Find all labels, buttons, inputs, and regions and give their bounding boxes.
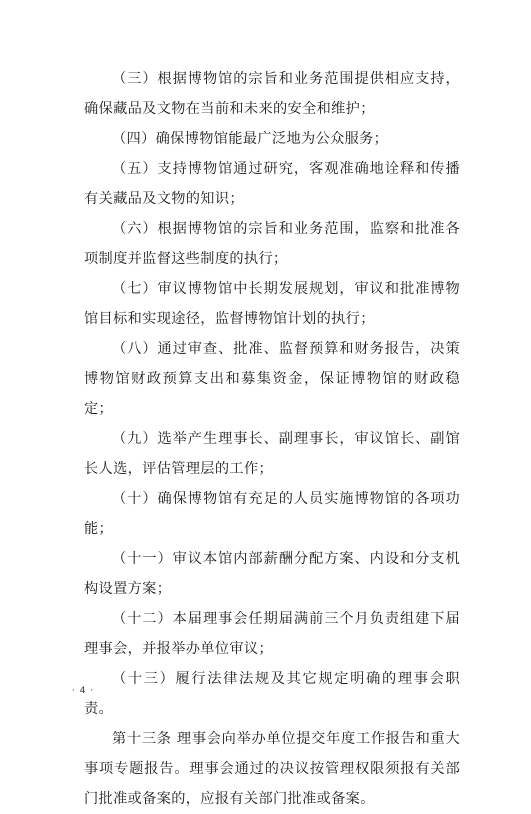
paragraph-item-11: （十一）审议本馆内部薪酬分配方案、内设和分支机构设置方案；	[84, 551, 460, 597]
paragraph-item-7: （七）审议博物馆中长期发展规划，审议和批准博物馆目标和实现途径，监督博物馆计划的执行；	[84, 281, 460, 327]
page-number: · 4 ·	[72, 686, 95, 696]
paragraph-item-10: （十）确保博物馆有充足的人员实施博物馆的各项功能；	[84, 491, 460, 537]
article-13-paragraph: 第十三条 理事会向举办单位提交年度工作报告和重大事项专题报告。理事会通过的决议按管理权限须报有关部门批准或备案的，应报有关部门批准或备案。	[84, 731, 460, 807]
paragraph-item-6: （六）根据博物馆的宗旨和业务范围，监察和批准各项制度并监督这些制度的执行；	[84, 221, 460, 267]
paragraph-item-12: （十二）本届理事会任期届满前三个月负责组建下届理事会，并报举办单位审议；	[84, 611, 460, 657]
paragraph-item-5: （五）支持博物馆通过研究，客观准确地诠释和传播有关藏品及文物的知识；	[84, 161, 460, 207]
paragraph-item-3: （三）根据博物馆的宗旨和业务范围提供相应支持，确保藏品及文物在当前和未来的安全和维护；	[84, 71, 460, 117]
paragraph-item-8: （八）通过审查、批准、监督预算和财务报告，决策博物馆财政预算支出和募集资金，保证博物馆的财政稳定；	[84, 341, 460, 417]
paragraph-item-9: （九）选举产生理事长、副理事长，审议馆长、副馆长人选，评估管理层的工作；	[84, 431, 460, 477]
paragraph-item-4: （四）确保博物馆能最广泛地为公众服务；	[112, 131, 389, 147]
paragraph-item-13: （十三）履行法律法规及其它规定明确的理事会职责。	[84, 671, 460, 717]
document-body	[84, 64, 460, 814]
